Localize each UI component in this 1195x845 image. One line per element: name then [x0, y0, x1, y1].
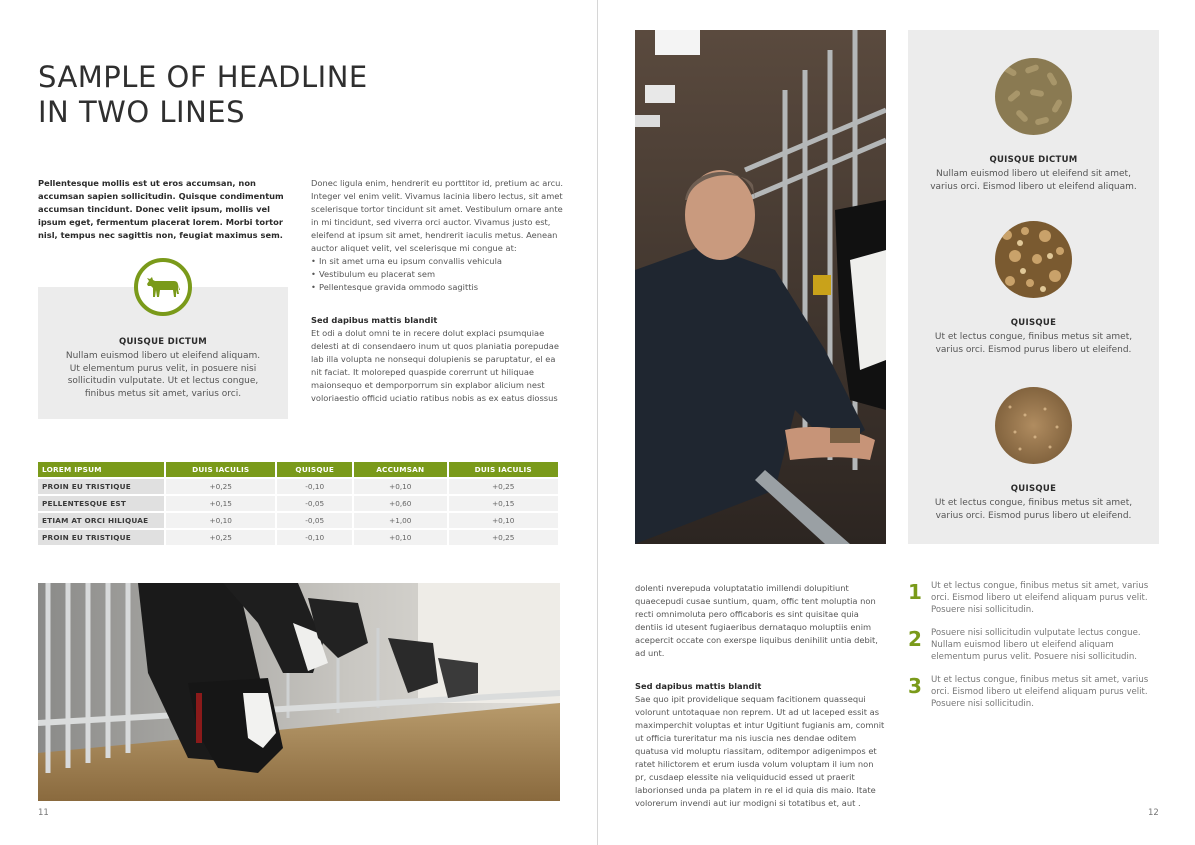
table-cell: -0,10: [277, 530, 354, 545]
table-cell: +0,15: [166, 496, 277, 511]
feed-item-3: [908, 484, 1159, 522]
table-cell: +0,10: [166, 513, 277, 528]
page-spine: [597, 0, 598, 845]
table-cell: +0,25: [166, 530, 277, 545]
feed-item-title: QUISQUE: [1010, 484, 1057, 494]
table-cell: ETIAM AT ORCI HILIQUAE: [38, 513, 166, 528]
table-cell: -0,05: [277, 496, 354, 511]
numbered-item: [908, 627, 1159, 674]
numbered-list: [908, 580, 1159, 721]
table-cell: +0,25: [166, 479, 277, 494]
table-cell: +0,25: [449, 530, 560, 545]
feed-item-text: Ut et lectus congue, finibus metus sit amet, varius orci. Eismod purus libero ut eleifend.: [934, 332, 1133, 355]
feed-item-title: QUISQUE: [1010, 318, 1057, 328]
table-row: [38, 479, 560, 494]
cow-icon: [134, 258, 192, 316]
body-paragraph: Sae quo ipit providelique sequam facitionem quassequi volorunt untotaquae non reprem. Ut ad ut laceped essit as maximperchit voluptas et intur Ugitiunt fugianis am, comnit ut officia tureritatur ma nis iuscia nes dendae oditem quatusa vid moluptu riassitam, oditempor adigenimpos et ratet hilictorem et erum iusda volum voluptam il ium non pr, cusdaep elessite nia veliquiducid essed ut praerit laborionsed unda pa platem in re el id quia dis maio. Itate volorerum invendi aut iur modigni si totatibus et, aut .: [635, 694, 885, 808]
body-column-3: [635, 582, 885, 810]
table-cell: +0,15: [449, 496, 560, 511]
bullet-list: [311, 255, 566, 294]
lead-paragraph: Pellentesque mollis est ut eros accumsan, non accumsan sapien sollicitudin. Quisque condimentum accumsan tincidunt. Donec velit ipsum, mollis vel ipsum eget, fermentum placerat lorem. Morbi tortor nisl, tempus nec sagittis non, feugiat maximus sem.: [38, 178, 284, 240]
item-text: Ut et lectus congue, finibus metus sit amet, varius orci. Eismod libero ut eleifend aliquam purus velit. Posuere nisi sollicitudin.: [931, 581, 1149, 615]
data-table: [38, 460, 560, 547]
table-cell: +0,60: [354, 496, 449, 511]
table-header: DUIS IACULIS: [166, 462, 277, 477]
feed-item-title: QUISQUE DICTUM: [989, 155, 1078, 165]
numbered-item: [908, 674, 1159, 721]
table-header: LOREM IPSUM: [38, 462, 166, 477]
farmer-photo: [635, 30, 886, 544]
body-paragraph: Donec ligula enim, hendrerit eu porttitor id, pretium ac arcu. Integer vel enim velit. Vivamus lacinia libero lectus, sit amet scelerisque tortor tincidunt sit amet. Vestibulum ornare ante in mi tincidunt, sed viverra orci auctor. Vivamus justo est, eleifend at ipsum sit amet, hendrerit iaculis metus. Aenean auctor aliquet velit, vel scelerisque mi congue at:: [311, 178, 564, 253]
feed-item-2: [908, 318, 1159, 356]
table-header: QUISQUE: [277, 462, 354, 477]
list-item: • In sit amet urna eu ipsum convallis vehicula: [311, 255, 566, 268]
list-item: • Pellentesque gravida ommodo sagittis: [311, 281, 566, 294]
table-cell: +0,10: [449, 513, 560, 528]
table-cell: +0,25: [449, 479, 560, 494]
page-number: 12: [1148, 808, 1159, 818]
table-row: [38, 530, 560, 545]
item-text: Posuere nisi sollicitudin vulputate lectus congue. Nullam euismod libero ut eleifend aliquam elementum purus velit. Posuere nisi sollicitudin.: [931, 628, 1141, 662]
table-cell: PROIN EU TRISTIQUE: [38, 479, 166, 494]
cows-photo: [38, 583, 560, 801]
page-number: 11: [38, 808, 49, 818]
feed-item-text: Ut et lectus congue, finibus metus sit amet, varius orci. Eismod purus libero ut eleifend.: [934, 498, 1133, 521]
item-number: 2: [908, 627, 922, 651]
subheading: Sed dapibus mattis blandit: [635, 681, 762, 691]
body-paragraph: dolenti nverepuda voluptatatio imillendi dolupitiunt quaecepudi cusae suntium, quam, offic tent moluptia non recti omnimoluta pero officaboris es sint quisitae quia dentiis id utesent fugiaeribus dernataquo moluptiis enim acepercit occate con exerspe liquibus denihilit untia debit, ad unt.: [635, 583, 878, 658]
feed-item-text: Nullam euismod libero ut eleifend sit amet, varius orci. Eismod libero ut eleifend aliquam.: [930, 169, 1137, 192]
feed-item-1: [908, 155, 1159, 193]
feed-panel: [908, 30, 1159, 544]
pellets-image: [995, 58, 1072, 135]
table-cell: +1,00: [354, 513, 449, 528]
item-number: 1: [908, 580, 922, 604]
table-cell: PELLENTESQUE EST: [38, 496, 166, 511]
table-cell: +0,10: [354, 479, 449, 494]
info-box-text: Nullam euismod libero ut eleifend aliquam. Ut elementum purus velit, in posuere nisi sollicitudin vulputate. Ut et lectus congue, finibus metus sit amet, varius orci.: [65, 351, 261, 399]
body-paragraph: Et odi a dolut omni te in recere dolut explaci psumquiae delesti at di consendaero inum ut quos planiatia porepudae lab illa volupta ne nonsequi dolupienis se paruptatur, el ea nit faciat. It moloreped quaspide corerrunt ut hiliquae maionsequo et demporporrum sin explabor alicium nest voloriaestio officid uciatio ratibus nobis as ex eatus diossus: [311, 328, 559, 403]
meal-image: [995, 387, 1072, 464]
table-header: DUIS IACULIS: [449, 462, 560, 477]
table-cell: -0,10: [277, 479, 354, 494]
table-header-row: [38, 462, 560, 477]
headline: [38, 60, 368, 130]
item-text: Ut et lectus congue, finibus metus sit amet, varius orci. Eismod libero ut eleifend aliquam purus velit. Posuere nisi sollicitudin.: [931, 675, 1149, 709]
item-number: 3: [908, 674, 922, 698]
table-header: ACCUMSAN: [354, 462, 449, 477]
left-page: [0, 0, 597, 845]
table-cell: -0,05: [277, 513, 354, 528]
table-cell: PROIN EU TRISTIQUE: [38, 530, 166, 545]
numbered-item: [908, 580, 1159, 627]
table-row: [38, 513, 560, 528]
body-column-2: [311, 177, 566, 405]
headline-line-1: SAMPLE OF HEADLINE: [38, 60, 368, 94]
table-row: [38, 496, 560, 511]
list-item: • Vestibulum eu placerat sem: [311, 268, 566, 281]
table-cell: +0,10: [354, 530, 449, 545]
info-box-title: QUISQUE DICTUM: [118, 337, 208, 347]
grain-image: [995, 221, 1072, 298]
headline-line-2: IN TWO LINES: [38, 95, 246, 129]
subheading: Sed dapibus mattis blandit: [311, 315, 438, 325]
